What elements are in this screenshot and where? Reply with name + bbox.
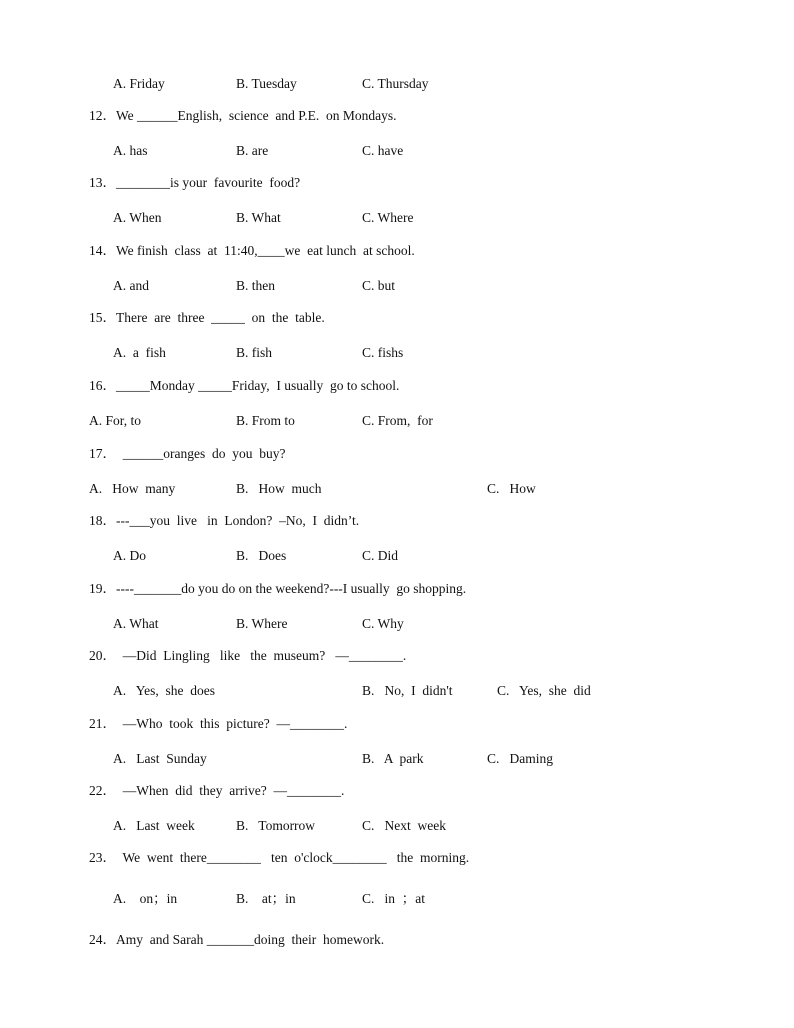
- q19-stem: 19．----_______do you do on the weekend?---I usually go shopping.: [89, 581, 467, 596]
- q12-stem: 12．We ______English, science and P.E. on Mondays.: [89, 108, 397, 123]
- q21-stem: 21． —Who took this picture? —________.: [89, 716, 348, 731]
- q18-stem: 18．---___you live in London? –No, I didn’t.: [89, 513, 360, 528]
- q13-option-b: B. What: [236, 210, 281, 225]
- q13-option-a: A. When: [113, 210, 162, 225]
- q11-option-b: B. Tuesday: [236, 76, 297, 91]
- q20-option-b: B. No, I didn't: [362, 683, 453, 698]
- q14-option-a: A. and: [113, 278, 149, 293]
- q14-stem: 14．We finish class at 11:40,____we eat lunch at school.: [89, 243, 415, 258]
- q18-option-b: B. Does: [236, 548, 287, 563]
- q22-option-c: C. Next week: [362, 818, 446, 833]
- q21-option-c: C. Daming: [487, 751, 553, 766]
- q16-stem: 16．_____Monday _____Friday, I usually go to school.: [89, 378, 400, 393]
- q15-stem: 15．There are three _____ on the table.: [89, 310, 325, 325]
- q17-option-c: C. How: [487, 481, 536, 496]
- q19-option-a: A. What: [113, 616, 159, 631]
- q12-option-a: A. has: [113, 143, 148, 158]
- q20-option-c: C. Yes, she did: [497, 683, 591, 698]
- q16-option-c: C. From, for: [362, 413, 433, 428]
- q11-option-a: A. Friday: [113, 76, 165, 91]
- q23-stem: 23． We went there________ ten o'clock________ the morning.: [89, 850, 470, 865]
- q11-option-c: C. Thursday: [362, 76, 429, 91]
- q13-option-c: C. Where: [362, 210, 414, 225]
- q20-stem: 20． —Did Lingling like the museum? —________.: [89, 648, 407, 663]
- q23-option-b: B. at；in: [236, 891, 296, 906]
- q24-stem: 24．Amy and Sarah _______doing their homework.: [89, 932, 385, 947]
- q17-stem: 17． ______oranges do you buy?: [89, 446, 286, 461]
- q23-option-a: A. on；in: [113, 891, 178, 906]
- q14-option-b: B. then: [236, 278, 275, 293]
- q22-option-b: B. Tomorrow: [236, 818, 316, 833]
- q16-option-b: B. From to: [236, 413, 295, 428]
- q14-option-c: C. but: [362, 278, 396, 293]
- q17-option-b: B. How much: [236, 481, 322, 496]
- q15-option-c: C. fishs: [362, 345, 404, 360]
- q18-option-c: C. Did: [362, 548, 399, 563]
- q19-option-c: C. Why: [362, 616, 404, 631]
- q12-option-b: B. are: [236, 143, 269, 158]
- q12-option-c: C. have: [362, 143, 404, 158]
- q23-option-c: C. in ；at: [362, 891, 425, 906]
- q22-stem: 22． —When did they arrive? —________.: [89, 783, 345, 798]
- q20-option-a: A. Yes, she does: [113, 683, 216, 698]
- q15-option-b: B. fish: [236, 345, 273, 360]
- q19-option-b: B. Where: [236, 616, 288, 631]
- q17-option-a: A. How many: [89, 481, 176, 496]
- q22-option-a: A. Last week: [113, 818, 195, 833]
- q21-option-b: B. A park: [362, 751, 424, 766]
- q18-option-a: A. Do: [113, 548, 146, 563]
- q15-option-a: A. a fish: [113, 345, 166, 360]
- q21-option-a: A. Last Sunday: [113, 751, 207, 766]
- q13-stem: 13．________is your favourite food?: [89, 175, 301, 190]
- q16-option-a: A. For, to: [89, 413, 141, 428]
